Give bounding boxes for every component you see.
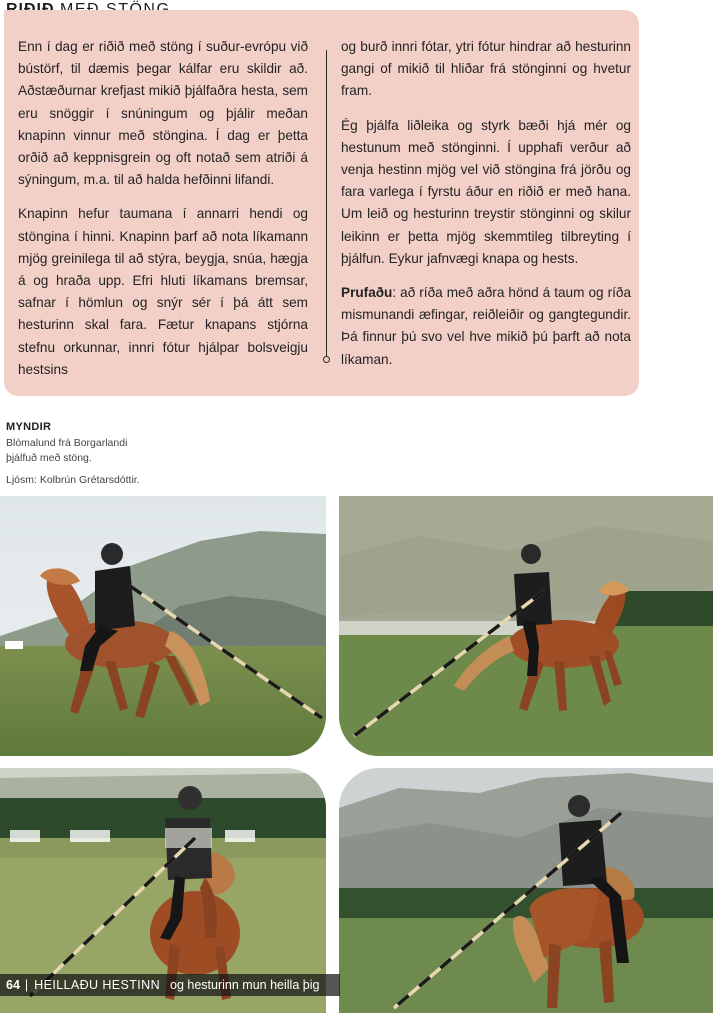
photo-caption — [6, 420, 140, 488]
caption-line: þjálfuð með stöng. — [6, 452, 92, 464]
left-column — [18, 36, 308, 393]
tip-paragraph — [341, 282, 631, 371]
caption-line: Blómalund frá Borgarlandi — [6, 437, 128, 449]
paragraph: Knapinn hefur taumana í annarri hendi og stöngina í hinni. Knapinn þarf að nota líkamann mjög greinilega til að stýra, beygja, snúa, hægja á og hraða upp. Efri hluti líkamans bremsar, safnar í hömlun og snýr sér í þá átt sem hesturinn skal fara. Fætur knapans stjórna stefnu orkunnar, innri fótur hjálpar bolsveigju hestsins — [18, 206, 308, 377]
footer-separator: | — [24, 978, 29, 992]
photo-rider-trotting-right — [339, 496, 713, 756]
photo-rider-trotting-left — [0, 496, 326, 756]
page-number: 64 — [6, 978, 20, 992]
photo-credit: Ljósm: Kolbrún Grétarsdóttir. — [6, 474, 140, 486]
column-divider — [326, 50, 327, 360]
magazine-slogan: og hesturinn mun heilla þig — [170, 978, 320, 992]
magazine-name: HEILLAÐU HESTINN — [34, 978, 161, 992]
right-column — [341, 36, 631, 383]
divider-end-dot — [323, 356, 330, 363]
paragraph: Enn í dag er riðið með stöng í suður-evrópu við bústörf, til dæmis þegar kálfar eru skildir að. Aðstæðurnar krefjast mikið þjálfaðra hesta, sem eru snöggir í snúningum og þjálir meðan knapinn vinnur með stöngina. Í dag er þetta orðið að keppnisgrein og oft notað sem atriði á sýningum, m.a. til að halda hefðinni lifandi. — [18, 39, 308, 188]
paragraph: og burð innri fótar, ytri fótur hindrar að hesturinn gangi of mikið til hliðar frá stönginni og hvetur fram. — [341, 39, 631, 99]
tip-text: : að ríða með aðra hönd á taum og ríða mismunandi æfingar, reiðleiðir og gangtegundir. Þá finnur þú svo vel hve mikið þú þarft að nota líkaman. — [341, 285, 631, 367]
page-footer — [0, 974, 340, 996]
tip-label: Prufaðu — [341, 285, 393, 301]
photo-rider-turning — [339, 768, 713, 1013]
article-panel — [4, 10, 639, 396]
paragraph: Ég þjálfa liðleika og styrk bæði hjá mér og hestunum með stönginni. Í upphafi verður að venja hestinn mjög vel við stöngina frá jörðu og fara varlega í fyrstu áður en riðið er með hana. Um leið og hesturinn treystir stönginni og skilur leikinn er þetta mjög skemmtileg tilbreyting í þjálfun. Eykur jafnvægi knapa og hests. — [341, 117, 631, 266]
caption-heading: MYNDIR — [6, 421, 52, 433]
